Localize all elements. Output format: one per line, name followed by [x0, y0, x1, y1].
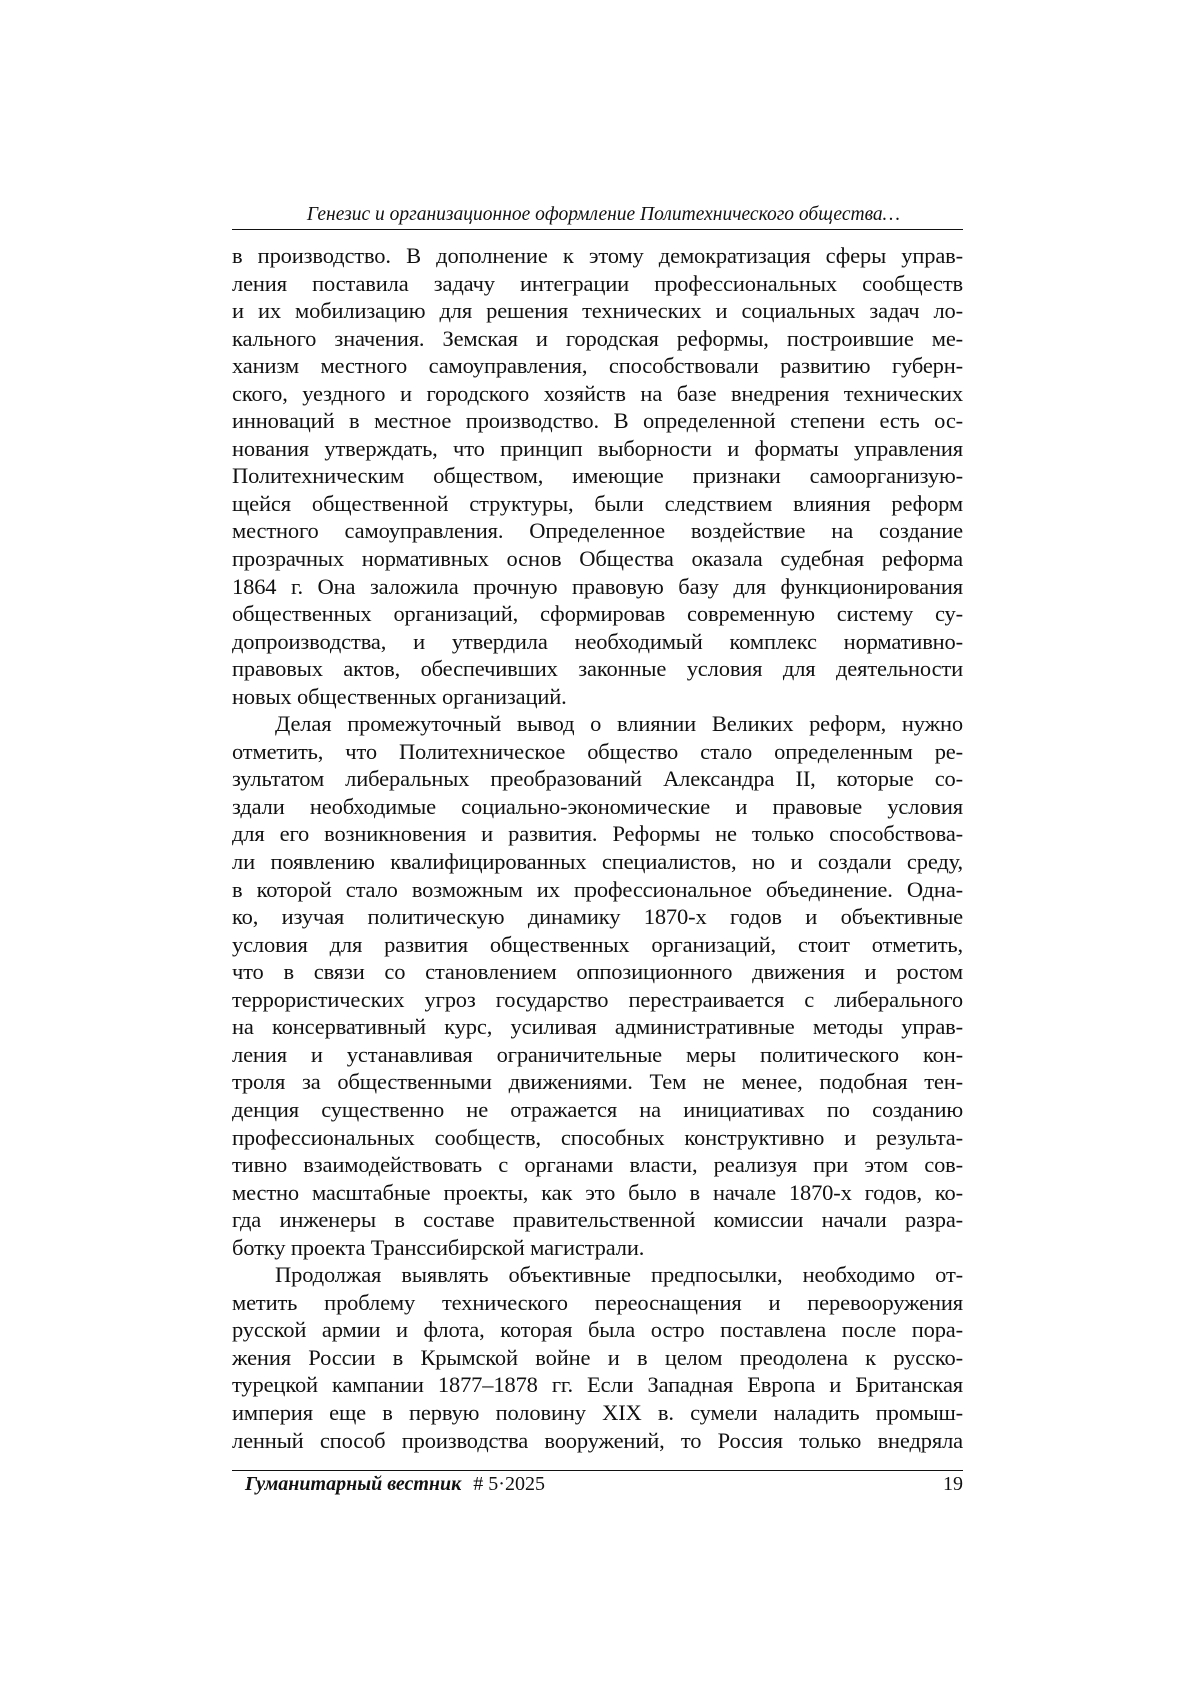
text-line: прозрачных нормативных основ Общества оказала судебная реформа [232, 546, 963, 572]
text-line: условия для развития общественных организаций, стоит отметить, [232, 931, 963, 957]
text-line: троля за общественными движениями. Тем не менее, подобная тен- [232, 1069, 963, 1095]
page-footer [245, 1472, 963, 1498]
paragraph [232, 710, 963, 1261]
page-number: 19 [943, 1473, 963, 1495]
article-body [232, 242, 963, 1454]
text-line: ботку проекта Транссибирской магистрали. [232, 1234, 645, 1260]
paragraph [232, 242, 963, 710]
text-line: ления поставила задачу интеграции профессиональных сообществ [232, 270, 963, 296]
text-line: здали необходимые социально-экономические и правовые условия [232, 793, 963, 819]
text-line: в производство. В дополнение к этому демократизация сферы управ- [232, 243, 963, 268]
text-line: отметить, что Политехническое общество стало определенным ре- [232, 738, 963, 764]
text-line: террористических угроз государство перестраивается с либерального [232, 986, 963, 1012]
text-line: местно масштабные проекты, как это было в начале 1870-х годов, ко- [232, 1179, 963, 1205]
text-line: что в связи со становлением оппозиционного движения и ростом [232, 959, 963, 985]
text-line: Политехническим обществом, имеющие признаки самоорганизую- [232, 463, 963, 489]
text-line: на консервативный курс, усиливая административные методы управ- [232, 1014, 963, 1040]
text-line: местного самоуправления. Определенное воздействие на создание [232, 518, 963, 544]
running-header-title: Генезис и организационное оформление Политехнического общества… [306, 204, 900, 225]
text-line: денция существенно не отражается на инициативах по созданию [232, 1096, 963, 1122]
text-line: и их мобилизацию для решения технических и социальных задач ло- [232, 298, 963, 324]
text-line: зультатом либеральных преобразований Александра II, которые со- [232, 766, 963, 792]
text-line: Делая промежуточный вывод о влиянии Великих реформ, нужно [275, 711, 963, 737]
journal-title: Гуманитарный вестник [245, 1473, 462, 1495]
text-line: для его возникновения и развития. Реформы не только способствова- [232, 821, 963, 847]
text-line: турецкой кампании 1877–1878 гг. Если Западная Европа и Британская [232, 1372, 963, 1398]
text-line: гда инженеры в составе правительственной комиссии начали разра- [232, 1207, 963, 1233]
text-line: допроизводства, и утвердила необходимый комплекс нормативно- [232, 628, 963, 654]
text-line: империя еще в первую половину XIX в. сумели наладить промыш- [232, 1399, 963, 1425]
text-line: щейся общественной структуры, были следствием влияния реформ [232, 490, 963, 516]
text-line: Продолжая выявлять объективные предпосылки, необходимо от- [275, 1262, 963, 1288]
text-line: ханизм местного самоуправления, способствовали развитию губерн- [232, 353, 963, 379]
text-line: тивно взаимодействовать с органами власти, реализуя при этом сов- [232, 1152, 963, 1178]
text-line: ского, уездного и городского хозяйств на базе внедрения технических [232, 380, 963, 406]
text-line: нования утверждать, что принцип выборности и форматы управления [232, 435, 963, 461]
text-line: правовых актов, обеспечивших законные условия для деятельности [232, 656, 963, 682]
text-line: метить проблему технического переоснащения и перевооружения [232, 1289, 963, 1315]
text-line: в которой стало возможным их профессиональное объединение. Одна- [232, 876, 963, 902]
text-line: общественных организаций, сформировав современную систему су- [232, 601, 963, 627]
footer-divider [232, 1470, 963, 1471]
paragraph [232, 1261, 963, 1454]
text-line: ления и устанавливая ограничительные меры политического кон- [232, 1041, 963, 1067]
text-line: русской армии и флота, которая была остро поставлена после пора- [232, 1317, 963, 1343]
text-line: профессиональных сообществ, способных конструктивно и результа- [232, 1124, 963, 1150]
text-line: ко, изучая политическую динамику 1870-х годов и объективные [232, 904, 963, 930]
text-line: жения России в Крымской войне и в целом преодолена к русско- [232, 1344, 963, 1370]
text-line: ли появлению квалифицированных специалистов, но и создали среду, [232, 849, 963, 875]
text-line: ленный способ производства вооружений, то Россия только внедряла [232, 1427, 963, 1453]
text-line: 1864 г. Она заложила прочную правовую базу для функционирования [232, 573, 963, 599]
text-line: кального значения. Земская и городская реформы, построившие ме- [232, 325, 963, 351]
text-line: инноваций в местное производство. В определенной степени есть ос- [232, 408, 963, 434]
text-line: новых общественных организаций. [232, 683, 567, 709]
header-divider [232, 229, 963, 230]
issue-number: # 5·2025 [473, 1473, 545, 1495]
